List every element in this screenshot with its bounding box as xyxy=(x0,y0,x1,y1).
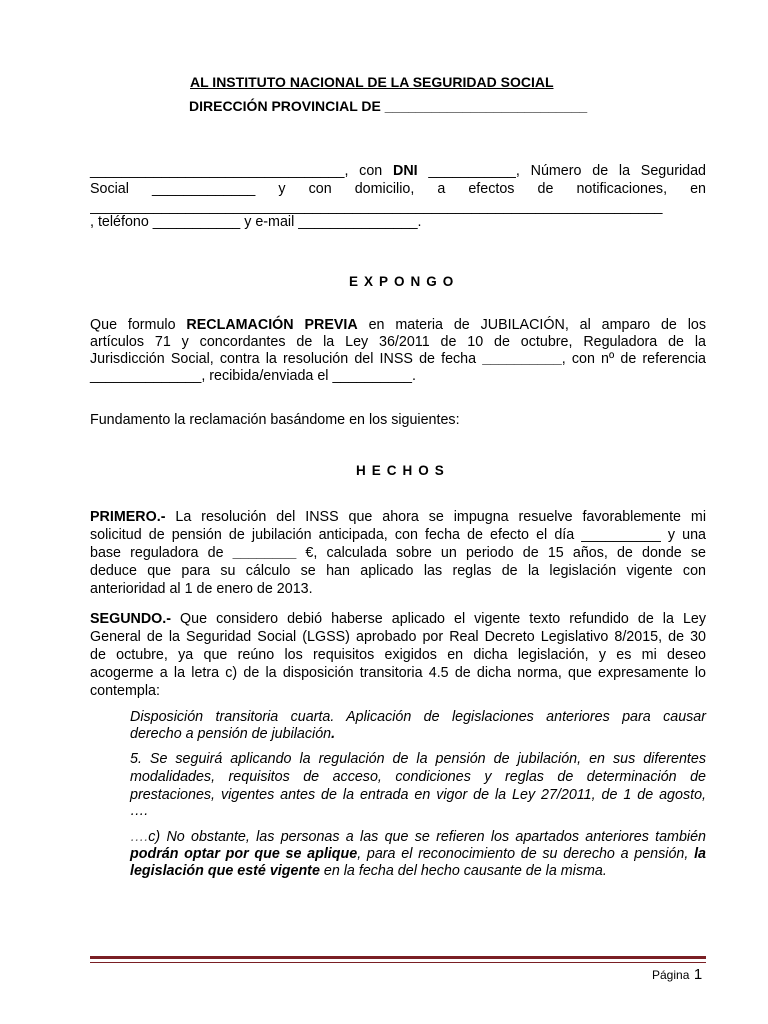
quote-3-line-1 xyxy=(130,829,706,847)
intro-line-1 xyxy=(90,163,706,181)
primero-line-4: deduce que para su cálculo se han aplicado las reglas de la legislación vigente con xyxy=(90,563,706,579)
footer-rule-thick xyxy=(90,956,706,959)
quote-3-bold-2: la xyxy=(694,846,706,862)
p1-l1-a: Que formulo xyxy=(90,317,187,333)
quote-3-bold-1: podrán optar por que se aplique xyxy=(130,846,358,862)
quote-1-line-2 xyxy=(130,726,335,744)
primero-line-2: solicitud de pensión de jubilación anticipada, con fecha de efecto el día __________ y una xyxy=(90,527,706,543)
p1-l3-blank: __________ xyxy=(482,351,562,367)
quote-1-line-1: Disposición transitoria cuarta. Aplicación de legislaciones anteriores para causar xyxy=(130,709,706,725)
p1-line-2: artículos 71 y concordantes de la Ley 36/2011 de 10 de octubre, Reguladora de la xyxy=(90,334,706,350)
segundo-line-5: contempla: xyxy=(90,683,160,699)
primero-l3-blank: ________ xyxy=(232,545,297,561)
quote-2-line-3: prestaciones, vigentes antes de la entrada en vigor de la Ley 27/2011, de 1 de agosto, xyxy=(130,787,706,803)
p1-l1-b: en materia de JUBILACIÓN, al amparo de los xyxy=(357,317,706,333)
intro-l1-a: ________________________________, con xyxy=(90,163,394,179)
p1-l3-a: Jurisdicción Social, contra la resolución del INSS de fecha xyxy=(90,351,483,367)
primero-l1: La resolución del INSS que ahora se impugna resuelve favorablemente mi xyxy=(165,509,706,525)
quote-3-bold-3: legislación que esté vigente xyxy=(130,863,320,879)
quote-3-ellipsis: …. xyxy=(130,829,149,845)
header-title xyxy=(190,74,554,90)
header-subtitle xyxy=(189,98,587,114)
primero-line-5: anterioridad al 1 de enero de 2013. xyxy=(90,581,313,597)
p1-reclamacion: RECLAMACIÓN PREVIA xyxy=(186,317,358,333)
segundo-line-2: General de la Seguridad Social (LGSS) aprobado por Real Decreto Legislativo 8/2015, de 30 xyxy=(90,629,706,645)
page-number-value: 1 xyxy=(693,966,703,983)
intro-dni: DNI xyxy=(393,163,418,179)
quote-1-l2: derecho a pensión de jubilación xyxy=(130,726,332,742)
quote-3-line-2 xyxy=(130,846,706,864)
segundo-line-1 xyxy=(90,611,706,629)
intro-line-4: , teléfono ___________ y e-mail _______________. xyxy=(90,214,422,230)
header-title-text: AL INSTITUTO NACIONAL DE LA SEGURIDAD SOCIAL xyxy=(190,74,554,90)
fundamento-line: Fundamento la reclamación basándome en los siguientes: xyxy=(90,412,460,428)
p1-line-1 xyxy=(90,317,706,335)
page-label: Página xyxy=(652,968,690,982)
primero-label: PRIMERO.- xyxy=(90,509,166,525)
header-subtitle-text: DIRECCIÓN PROVINCIAL DE xyxy=(189,98,385,114)
quote-1-dot: . xyxy=(331,726,336,742)
quote-3-line-3 xyxy=(130,863,607,881)
segundo-label: SEGUNDO.- xyxy=(90,611,172,627)
footer-rule-thin xyxy=(90,962,706,963)
p1-line-3 xyxy=(90,351,706,369)
primero-l3-a: base reguladora de xyxy=(90,545,233,561)
primero-line-3 xyxy=(90,545,706,563)
quote-2-line-2: modalidades, requisitos de acceso, condiciones y reglas de determinación de xyxy=(130,769,706,785)
p1-line-4: ______________, recibida/enviada el __________. xyxy=(90,368,416,384)
quote-3-l2: , para el reconocimiento de su derecho a pensión, xyxy=(357,846,695,862)
segundo-l1: Que considero debió haberse aplicado el vigente texto refundido de la Ley xyxy=(171,611,706,627)
page-number xyxy=(652,966,702,984)
quote-3-l1: c) No obstante, las personas a las que se refieren los apartados anteriores también xyxy=(148,829,706,845)
segundo-line-3: de octubre, ya que reúno los requisitos exigidos en dicha legislación, y es mi deseo xyxy=(90,647,706,663)
primero-line-1 xyxy=(90,509,706,527)
section-heading-hechos: HECHOS xyxy=(356,463,450,478)
section-heading-expongo: EXPONGO xyxy=(349,274,460,289)
quote-2-line-4: …. xyxy=(130,803,149,819)
segundo-line-4: acogerme a la letra c) de la disposición transitoria 4.5 de dicha norma, que expresamente lo xyxy=(90,665,706,681)
header-subtitle-blank: __________________________ xyxy=(384,98,588,114)
p1-l3-b: , con nº de referencia xyxy=(561,351,706,367)
intro-line-3: ________________________________________________________________________ xyxy=(90,199,663,215)
intro-line-2: Social _____________ y con domicilio, a efectos de notificaciones, en xyxy=(90,181,706,197)
intro-l1-b: ___________, Número de la Seguridad xyxy=(417,163,706,179)
primero-l3-b: €, calculada sobre un periodo de 15 años, de donde se xyxy=(296,545,706,561)
quote-2-line-1: 5. Se seguirá aplicando la regulación de la pensión de jubilación, en sus diferentes xyxy=(130,751,706,767)
quote-3-l3: en la fecha del hecho causante de la misma. xyxy=(319,863,607,879)
